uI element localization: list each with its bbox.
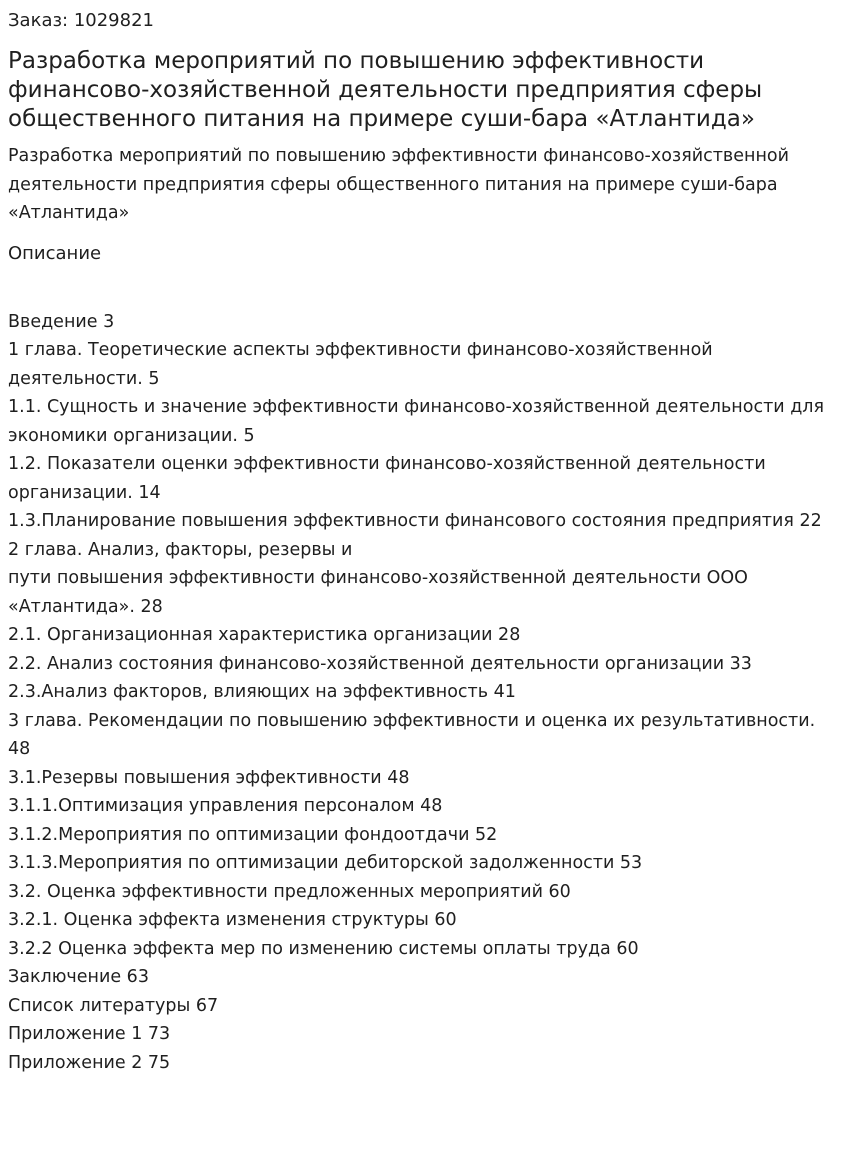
toc-item: 2 глава. Анализ, факторы, резервы и (8, 539, 353, 560)
toc-item: 1.3.Планирование повышения эффективности финансового состояния предприятия 22 (8, 511, 822, 531)
toc-item: 3.2.1. Оценка эффекта изменения структуры 60 (8, 910, 457, 930)
toc-item: Заключение 63 (8, 967, 149, 987)
toc-item: пути повышения эффективности финансово-хозяйственной деятельности ООО «Атлантида». 28 (8, 568, 748, 617)
page-title: Разработка мероприятий по повышению эффективности финансово-хозяйственной деятельности предприятия сферы общественного питания на примере суши-бара «Атлантида» (8, 48, 763, 132)
toc-item: Введение 3 (8, 311, 115, 332)
toc-item: 3.1.2.Мероприятия по оптимизации фондоотдачи 52 (8, 824, 498, 845)
toc-item: 3.1.1.Оптимизация управления персоналом 48 (8, 796, 443, 816)
toc-item: 1.2. Показатели оценки эффективности финансово-хозяйственной деятельности организации. 14 (8, 454, 766, 503)
toc-item: 3.2.2 Оценка эффекта мер по изменению системы оплаты труда 60 (8, 938, 639, 959)
toc-item: Список литературы 67 (8, 995, 219, 1016)
toc-item: 1.1. Сущность и значение эффективности финансово-хозяйственной деятельности для экономики организации. 5 (8, 397, 825, 446)
toc-item: Приложение 2 75 (8, 1052, 171, 1073)
order-number: Заказ: 1029821 (8, 10, 154, 31)
toc-item: 3 глава. Рекомендации по повышению эффективности и оценка их результативности. 48 (8, 710, 816, 759)
toc-item: 3.1.Резервы повышения эффективности 48 (8, 767, 410, 788)
table-of-contents (8, 308, 839, 1078)
toc-item: 2.1. Организационная характеристика организации 28 (8, 625, 521, 645)
toc-item: Приложение 1 73 (8, 1024, 171, 1044)
page-subtitle: Разработка мероприятий по повышению эффективности финансово-хозяйственной деятельности предприятия сферы общественного питания на примере суши-бара «Атлантида» (8, 146, 789, 223)
description-heading: Описание (8, 242, 102, 264)
toc-item: 3.2. Оценка эффективности предложенных мероприятий 60 (8, 881, 571, 902)
toc-item: 1 глава. Теоретические аспекты эффективности финансово-хозяйственной деятельности. 5 (8, 340, 713, 389)
toc-item: 2.3.Анализ факторов, влияющих на эффективность 41 (8, 682, 516, 702)
toc-item: 2.2. Анализ состояния финансово-хозяйственной деятельности организации 33 (8, 653, 752, 674)
toc-item: 3.1.3.Мероприятия по оптимизации дебиторской задолженности 53 (8, 853, 643, 873)
